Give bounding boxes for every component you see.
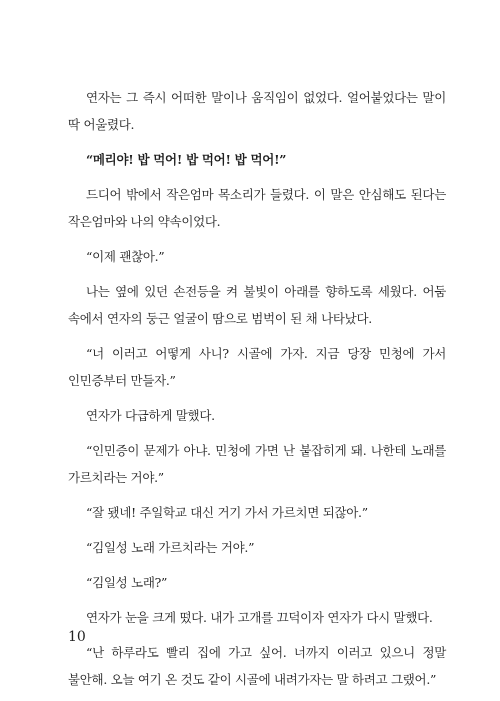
paragraph-dialogue: “메리야! 밥 먹어! 밥 먹어! 밥 먹어!” xyxy=(86,152,287,167)
paragraph-dialogue: “난 하루라도 빨리 집에 가고 싶어. 너까지 이러고 있으니 정말 불안해. 오늘 여기 온 것도 같이 시골에 내려가자는 말 하려고 그랬어.” xyxy=(68,645,446,687)
paragraph-dialogue: “이제 괜찮아.” xyxy=(86,249,165,264)
page-number: 10 xyxy=(68,629,86,645)
paragraph: 드디어 밖에서 작은엄마 목소리가 들렸다. 이 말은 안심해도 된다는 작은엄마와 나의 약속이었다. xyxy=(68,187,446,229)
paragraph: 나는 옆에 있던 손전등을 켜 불빛이 아래를 향하도록 세웠다. 어둠 속에서 연자의 둥근 얼굴이 땀으로 범벅이 된 채 나타났다. xyxy=(68,284,446,326)
paragraph: 연자가 다급하게 말했다. xyxy=(86,408,215,423)
paragraph: 연자가 눈을 크게 떴다. 내가 고개를 끄덕이자 연자가 다시 말했다. xyxy=(86,610,433,625)
paragraph-dialogue: “잘 됐네! 주일학교 대신 거기 가서 가르치면 되잖아.” xyxy=(86,505,368,520)
paragraph-dialogue: “김일성 노래?” xyxy=(86,575,168,590)
paragraph-dialogue: “인민증이 문제가 아냐. 민청에 가면 난 붙잡히게 돼. 나한테 노래를 가르치라는 거야.” xyxy=(68,443,446,485)
paragraph-dialogue: “너 이러고 어떻게 사니? 시골에 가자. 지금 당장 민청에 가서 인민증부터 만들자.” xyxy=(68,346,446,388)
paragraph-dialogue: “김일성 노래 가르치라는 거야.” xyxy=(86,540,255,555)
body-text xyxy=(68,84,446,701)
paragraph: 연자는 그 즉시 어떠한 말이나 움직임이 없었다. 얼어붙었다는 말이 딱 어울렸다. xyxy=(68,90,446,132)
